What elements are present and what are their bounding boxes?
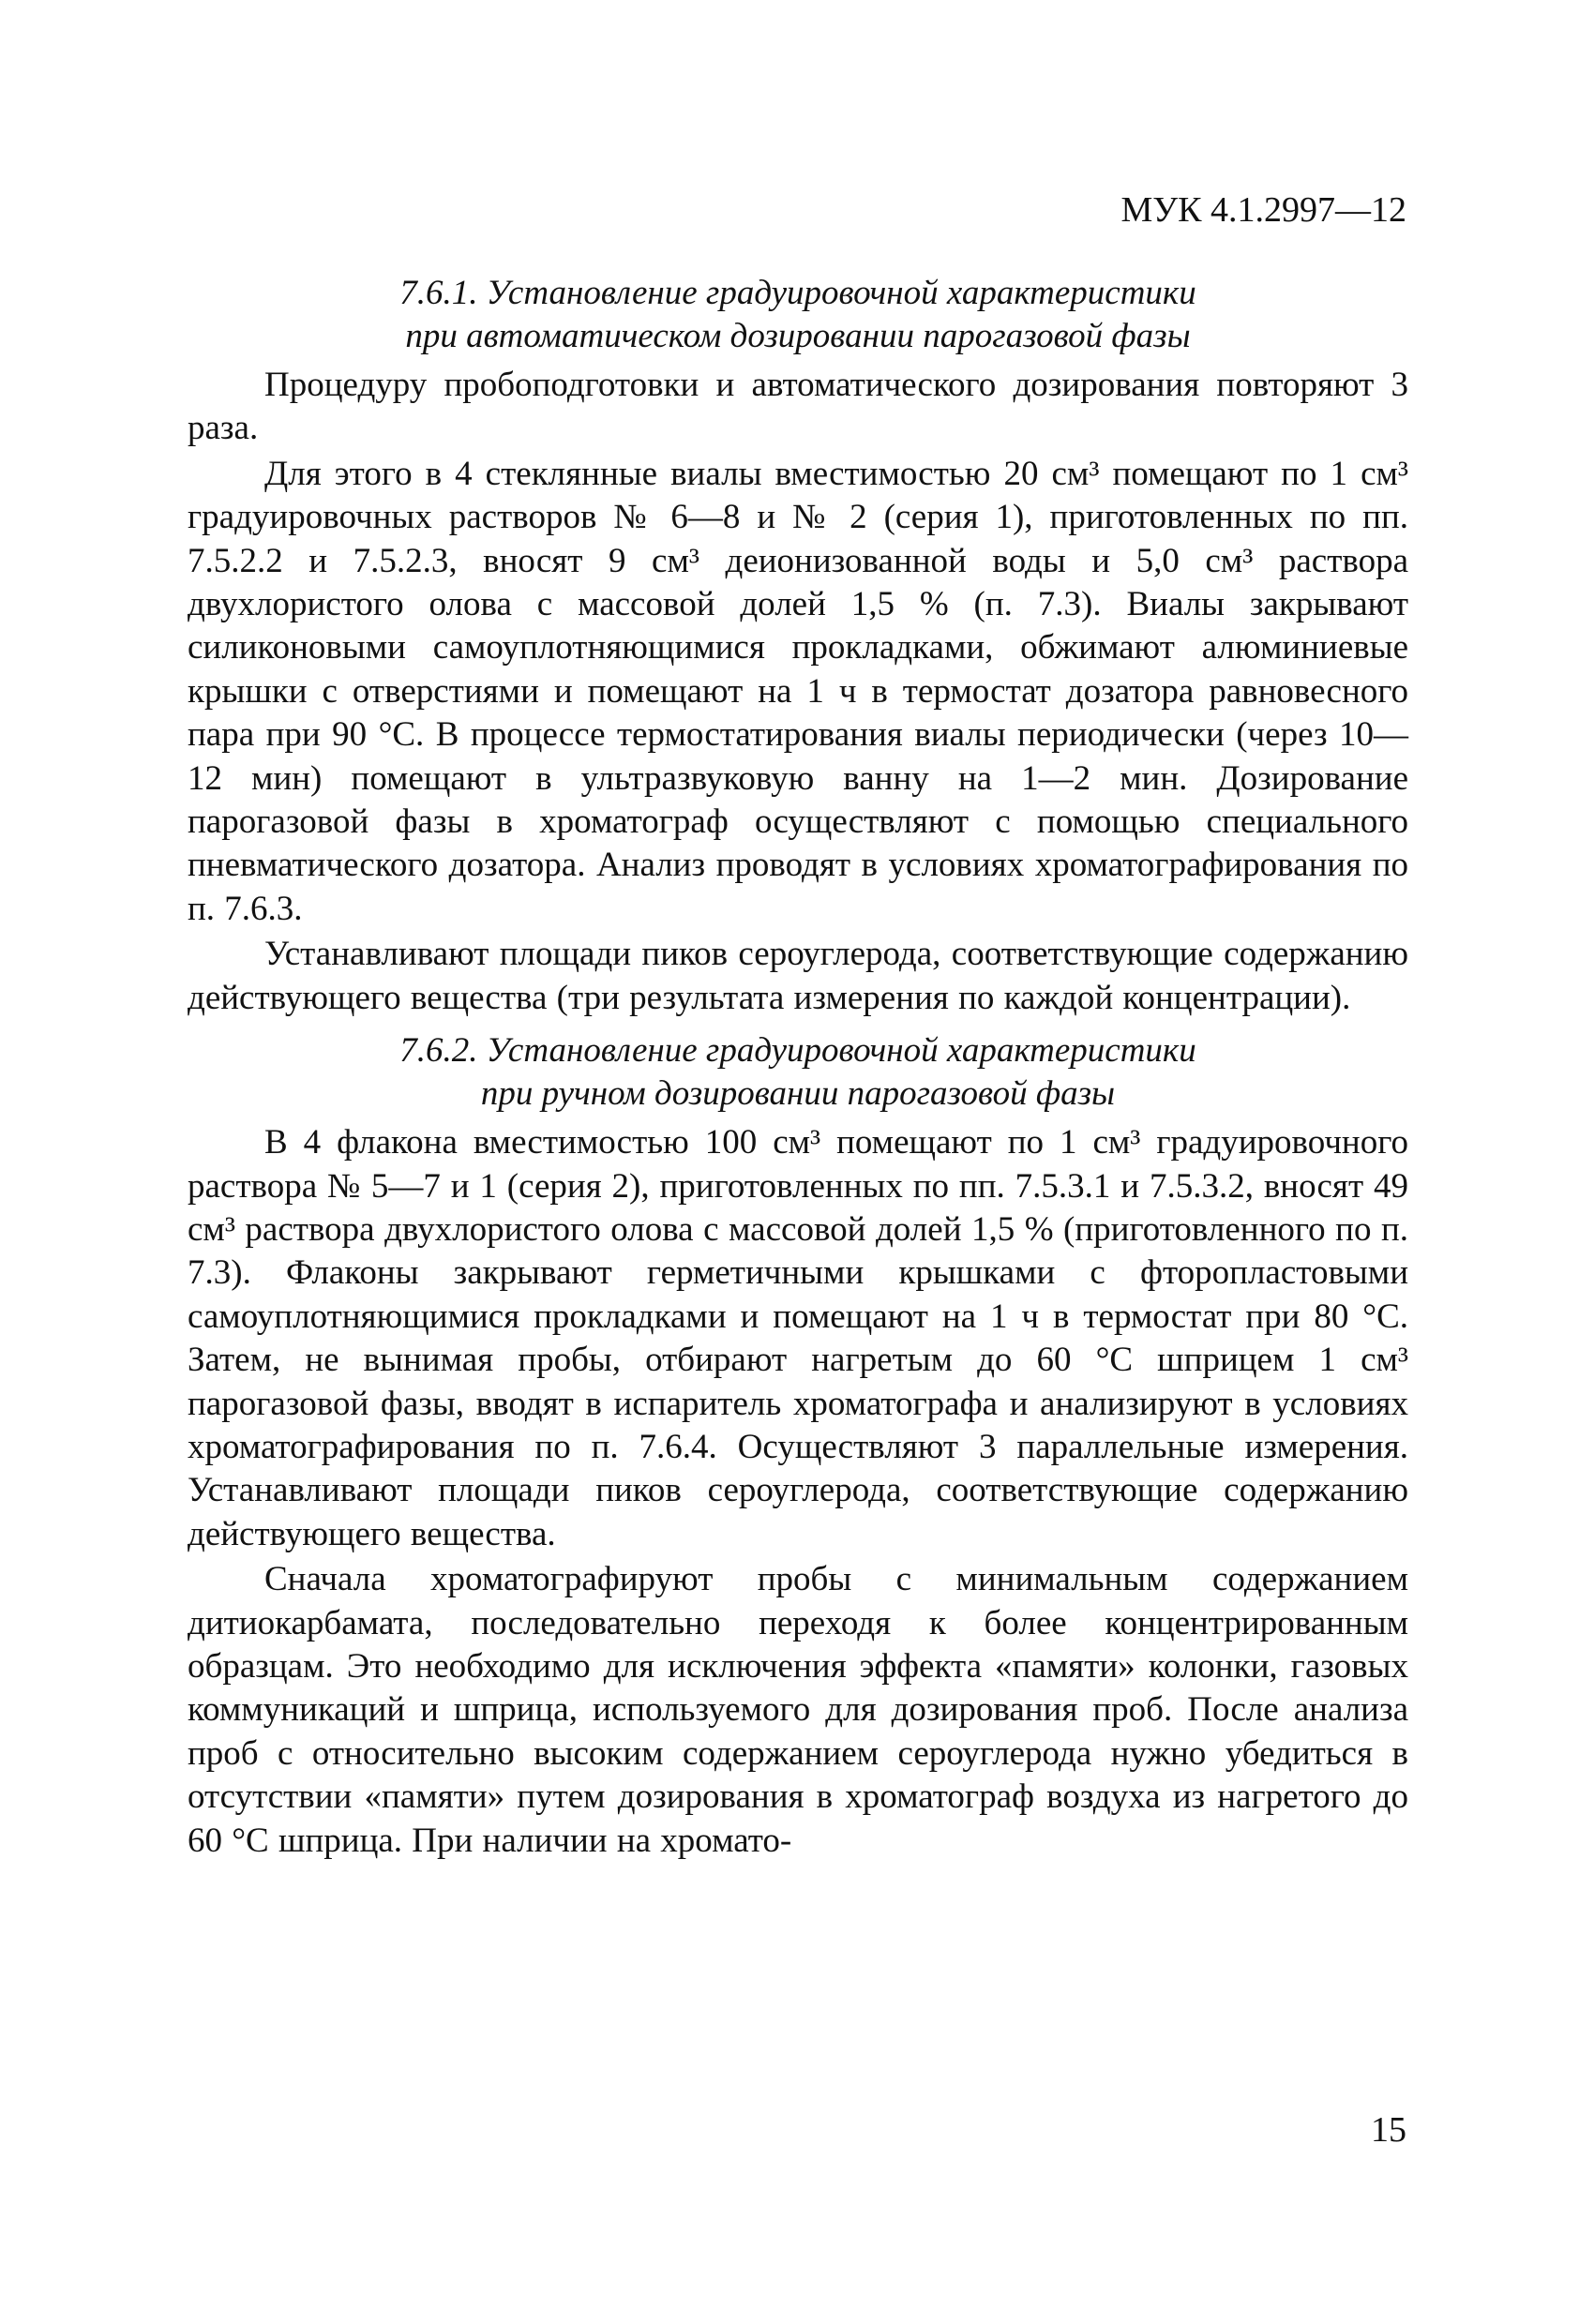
paragraph: Сначала хроматографируют пробы с минимальным содержанием дитиокарбамата, последовательно переходя к более концентрированным образцам. Это необходимо для исключения эффекта «памяти» колонки, газовых коммуникаций и шприца, используемого для дозирования проб. После анализа проб с относительно высоким содержанием сероуглерода нужно убедиться в отсутствии «памяти» путем дозирования в хроматограф воздуха из нагретого до 60 °С шприца. При наличии на хромато- (188, 1560, 1408, 1860)
section-7-6-1-heading (188, 272, 1408, 358)
paragraph: В 4 флакона вместимостью 100 см³ помещают по 1 см³ градуировочного раствора № 5—7 и 1 (серия 2), приготовленных по пп. 7.5.3.1 и 7.5.3.2, вносят 49 см³ раствора двухлористого олова с массовой долей 1,5 % (приготовленного по п. 7.3). Флаконы закрывают герметичными крышками с фторопластовыми самоуплотняющимися прокладками и помещают на 1 ч в термостат при 80 °С. Затем, не вынимая пробы, отбирают нагретым до 60 °С шприцем 1 см³ парогазовой фазы, вводят в испаритель хроматографа и анализируют в условиях хроматографирования по п. 7.6.4. Осуществляют 3 параллельные измерения. Устанавливают площади пиков сероуглерода, соответствующие содержанию действующего вещества. (188, 1123, 1408, 1553)
section-7-6-2-heading-line1: 7.6.2. Установление градуировочной характеристики (399, 1031, 1196, 1071)
section-7-6-2-heading-line2: при ручном дозировании парогазовой фазы (480, 1074, 1116, 1114)
page-content (188, 272, 1408, 1865)
paragraph: Устанавливают площади пиков сероуглерода, соответствующие содержанию действующего вещества (три результата измерения по каждой концентрации). (188, 935, 1408, 1017)
paragraph: Для этого в 4 стеклянные виалы вместимостью 20 см³ помещают по 1 см³ градуировочных растворов № 6—8 и № 2 (серия 1), приготовленных по пп. 7.5.2.2 и 7.5.2.3, вносят 9 см³ деионизованной воды и 5,0 см³ раствора двухлористого олова с массовой долей 1,5 % (п. 7.3). Виалы закрывают силиконовыми самоуплотняющимися прокладками, обжимают алюминиевые крышки с отверстиями и помещают на 1 ч в термостат дозатора равновесного пара при 90 °С. В процессе термостатирования виалы периодически (через 10—12 мин) помещают в ультразвуковую ванну на 1—2 мин. Дозирование парогазовой фазы в хроматограф осуществляют с помощью специального пневматического дозатора. Анализ проводят в условиях хроматографирования по п. 7.6.3. (188, 454, 1408, 928)
section-7-6-2-heading (188, 1029, 1408, 1116)
paragraph: Процедуру пробоподготовки и автоматического дозирования повторяют 3 раза. (188, 366, 1408, 448)
section-7-6-1-heading-line2: при автоматическом дозировании парогазовой фазы (405, 317, 1191, 355)
document-code: МУК 4.1.2997—12 (1120, 190, 1406, 230)
section-7-6-1-heading-line1: 7.6.1. Установление градуировочной характеристики (399, 274, 1196, 312)
page-number: 15 (1371, 2110, 1406, 2150)
